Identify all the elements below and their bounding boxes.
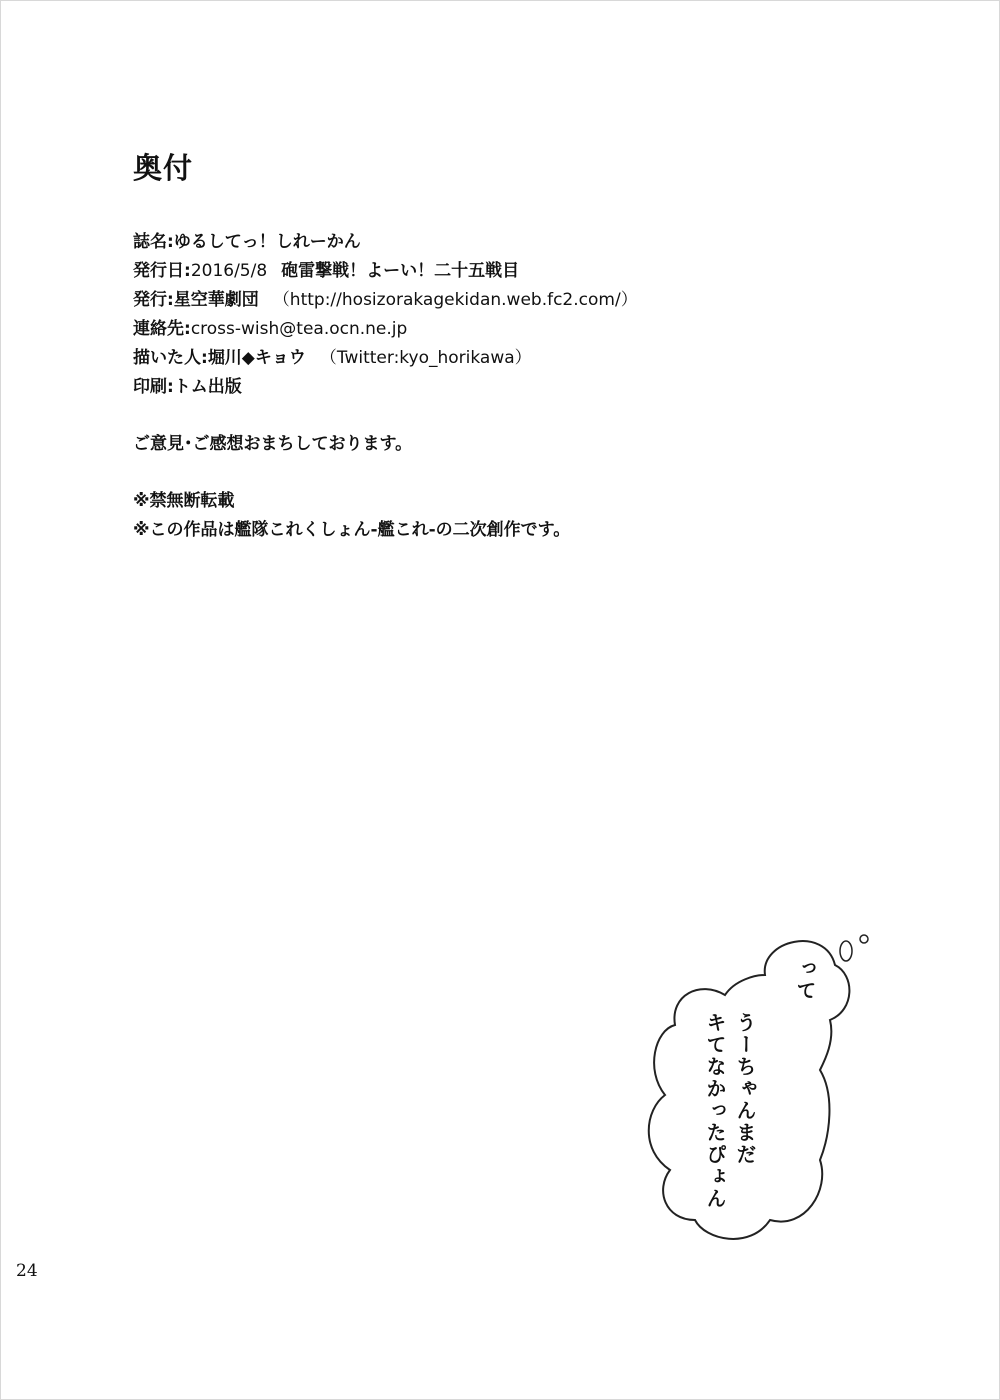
printer-label: 印刷: <box>133 377 174 397</box>
no-reproduction-note: ※禁無断転載 <box>133 491 235 511</box>
fan-work-note: ※この作品は艦隊これくしょん-艦これ-の二次創作です。 <box>133 520 571 540</box>
publisher-value: 星空華劇団 <box>173 290 259 310</box>
notes-block <box>133 487 570 545</box>
bubble-line-3: キてなかったぴょん <box>703 1012 727 1210</box>
artist-name: 堀川◆キョウ <box>207 348 306 368</box>
feedback-message: ご意見･ご感想おまちしております。 <box>133 434 413 454</box>
contact-label: 連絡先: <box>133 319 191 339</box>
publication-date-row <box>133 257 638 286</box>
event-name: 砲雷撃戦！よーい！二十五戦目 <box>281 261 520 281</box>
publication-name-value: ゆるしてっ！しれーかん <box>173 232 361 252</box>
artist-twitter: （Twitter:kyo_horikawa） <box>319 348 532 368</box>
bubble-line-1: って <box>793 958 817 1002</box>
publication-name-label: 誌名: <box>133 232 174 252</box>
publisher-label: 発行: <box>133 290 174 310</box>
publication-date-label: 発行日: <box>133 261 191 281</box>
publisher-url: （http://hosizorakagekidan.web.fc2.com/） <box>272 290 638 310</box>
printer-row <box>133 373 638 402</box>
publication-name-row <box>133 228 638 257</box>
page-number: 24 <box>16 1261 38 1281</box>
publication-date-value: 2016/5/8 <box>190 261 268 281</box>
artist-row <box>133 344 638 373</box>
contact-email: cross-wish@tea.ocn.ne.jp <box>190 319 408 339</box>
bubble-line-2: うーちゃんまだ <box>733 1012 757 1166</box>
publisher-row <box>133 286 638 315</box>
artist-label: 描いた人: <box>133 348 208 368</box>
thought-bubble <box>630 920 880 1250</box>
contact-row <box>133 315 638 344</box>
printer-value: トム出版 <box>173 377 242 397</box>
colophon-info <box>133 228 638 402</box>
colophon-title: 奥付 <box>133 151 194 185</box>
